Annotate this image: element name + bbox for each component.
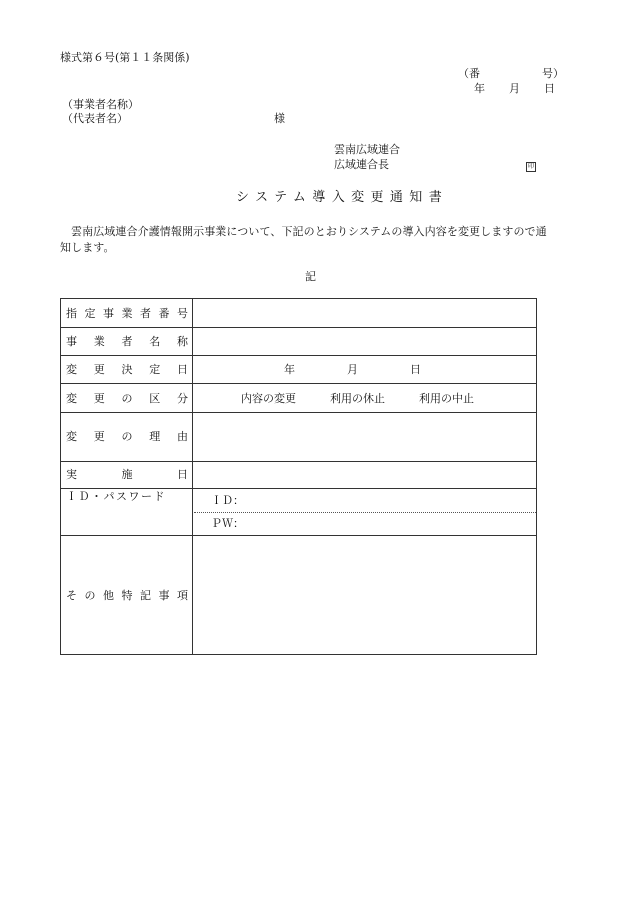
form-number: 様式第６号(第１１条関係) — [60, 51, 190, 64]
label-company-name: 事 業 者 名 称 — [66, 335, 188, 348]
ki-marker: 記 — [305, 270, 316, 283]
row-divider — [61, 535, 536, 536]
row-divider — [61, 461, 536, 462]
recipient-representative-label: （代表者名） — [62, 112, 128, 125]
label-designated-number: 指 定 事 業 者 番 号 — [66, 307, 188, 320]
row-divider — [61, 355, 536, 356]
option-stop-use[interactable]: 利用の中止 — [419, 392, 474, 405]
document-date — [474, 83, 555, 94]
label-id-password: ＩＤ・パスワード — [66, 490, 166, 503]
sender-title: 広域連合長 — [334, 158, 389, 171]
body-text: 雲南広域連合介護情報開示事業について、下記のとおりシステムの導入内容を変更しますので通知します。 — [60, 225, 547, 254]
row-divider — [61, 383, 536, 384]
label-change-type: 変 更 の 区 分 — [66, 392, 188, 405]
row-divider — [61, 412, 536, 413]
decision-day: 日 — [410, 363, 421, 376]
id-pw-divider — [194, 512, 536, 513]
option-suspend-use[interactable]: 利用の休止 — [330, 392, 385, 405]
seal-mark: 印 — [527, 163, 534, 170]
label-other-notes: そ の 他 特 記 事 項 — [66, 589, 188, 602]
decision-year: 年 — [284, 363, 295, 376]
decision-month: 月 — [347, 363, 358, 376]
sender-organization: 雲南広域連合 — [334, 143, 400, 156]
ref-suffix: 号） — [542, 67, 564, 80]
recipient-honorific: 様 — [274, 112, 285, 125]
recipient-company-label: （事業者名称） — [62, 98, 139, 111]
change-type-options — [241, 393, 474, 404]
reference-number — [458, 68, 564, 79]
date-day: 日 — [544, 82, 555, 95]
label-decision-date: 変 更 決 定 日 — [66, 363, 188, 376]
column-divider — [192, 299, 193, 654]
ref-prefix: （番 — [458, 67, 480, 80]
decision-date-field[interactable] — [284, 364, 421, 375]
option-content-change[interactable]: 内容の変更 — [241, 392, 296, 405]
notification-form-table — [60, 298, 537, 655]
id-field-label: ＩＤ： — [211, 494, 244, 507]
pw-field-label: ＰＷ： — [211, 517, 244, 530]
label-implementation-date: 実 施 日 — [66, 468, 188, 481]
document-title: システム導入変更通知書 — [236, 190, 449, 205]
date-year: 年 — [474, 82, 485, 95]
row-divider — [61, 488, 536, 489]
date-month: 月 — [509, 82, 520, 95]
label-change-reason: 変 更 の 理 由 — [66, 430, 188, 443]
row-divider — [61, 327, 536, 328]
